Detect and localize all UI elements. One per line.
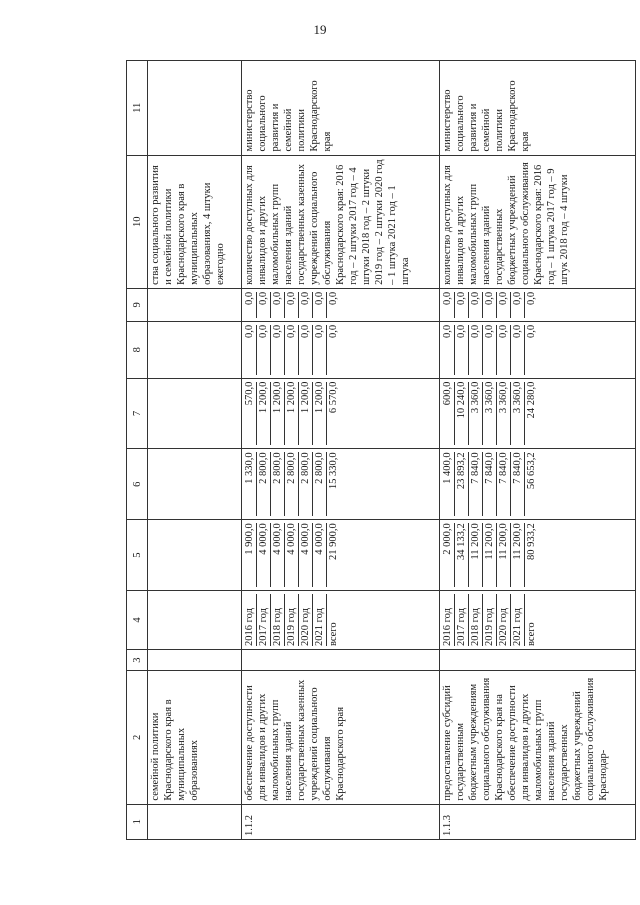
header-cell: 7	[127, 378, 148, 449]
header-cell: 3	[127, 650, 148, 671]
local-cell: 0,0 0,0 0,0 0,0 0,0 0,0 0,0	[440, 321, 636, 378]
header-row	[127, 61, 148, 840]
row-number: 1.1.2	[242, 804, 440, 839]
extra-cell: 0,0 0,0 0,0 0,0 0,0 0,0 0,0	[242, 288, 440, 321]
federal-cell: 1 400,0 23 893,2 7 840,0 7 840,0 7 840,0 7 840,0 56 653,2	[440, 449, 636, 520]
continuation-row	[148, 61, 242, 840]
row-description: предоставление субсидий государственным бюджетным учреждениям социального обслуживания Краснодарского края на обеспечение доступности для инвалидов и других маломобильных групп населения зданий государственных бюджетных учреждений социального обслуживания Краснодар-	[440, 671, 636, 804]
regional-cell: 570,0 1 200,0 1 200,0 1 200,0 1 200,0 1 200,0 6 570,0	[242, 378, 440, 449]
header-cell: 1	[127, 804, 148, 839]
header-cell: 11	[127, 61, 148, 156]
program-table	[126, 60, 636, 840]
regional-cell: 600,0 10 240,0 3 360,0 3 360,0 3 360,0 3 360,0 24 280,0	[440, 378, 636, 449]
row-number: 1.1.3	[440, 804, 636, 839]
header-cell: 2	[127, 671, 148, 804]
header-cell: 8	[127, 321, 148, 378]
total-cell: 2 000,0 34 133,2 11 200,0 11 200,0 11 200,0 11 200,0 80 933,2	[440, 520, 636, 591]
continuation-desc: семейной политики Краснодарского края в муниципальных образованиях	[148, 671, 242, 804]
local-cell: 0,0 0,0 0,0 0,0 0,0 0,0 0,0	[242, 321, 440, 378]
extra-cell: 0,0 0,0 0,0 0,0 0,0 0,0 0,0	[440, 288, 636, 321]
continuation-result: ства социального развития и семейной политики Краснодарского края в муниципальных образованиях, 4 штуки ежегодно	[148, 155, 242, 288]
header-cell: 4	[127, 591, 148, 650]
federal-cell: 1 330,0 2 800,0 2 800,0 2 800,0 2 800,0 2 800,0 15 330,0	[242, 449, 440, 520]
header-cell: 9	[127, 288, 148, 321]
table-row	[242, 61, 440, 840]
table-row	[440, 61, 636, 840]
executor-cell: министерство социального развития и семейной политики Краснодарского края	[440, 61, 636, 156]
years-cell: 2016 год 2017 год 2018 год 2019 год 2020 год 2021 год всего	[440, 591, 636, 650]
total-cell: 1 900,0 4 000,0 4 000,0 4 000,0 4 000,0 4 000,0 21 900,0	[242, 520, 440, 591]
header-cell: 6	[127, 449, 148, 520]
header-cell: 5	[127, 520, 148, 591]
row-description: обеспечение доступности для инвалидов и других маломобильных групп населения зданий государственных казенных учреждений социального обслуживания Краснодарского края	[242, 671, 440, 804]
executor-cell: министерство социального развития и семейной политики Краснодарского края	[242, 61, 440, 156]
result-cell: количество доступных для инвалидов и других маломобильных групп населения зданий государственных казенных учреждений социального обслуживания Краснодарского края: 2016 год – 2 штуки 2017 год – 4 штуки 2018 год – 2 штуки 2019 год – 2 штуки 2020 год – 1 штука 2021 год – 1 штука	[242, 155, 440, 288]
page-number: 19	[313, 22, 327, 37]
header-cell: 10	[127, 155, 148, 288]
result-cell: количество доступных для инвалидов и других маломобильных групп населения зданий государственных бюджетных учреждений социального обслуживания Краснодарского края: 2016 год – 1 штука 2017 год – 9 штук 2018 год – 4 штуки	[440, 155, 636, 288]
years-cell: 2016 год 2017 год 2018 год 2019 год 2020 год 2021 год всего	[242, 591, 440, 650]
rotated-table-wrapper	[126, 60, 636, 840]
